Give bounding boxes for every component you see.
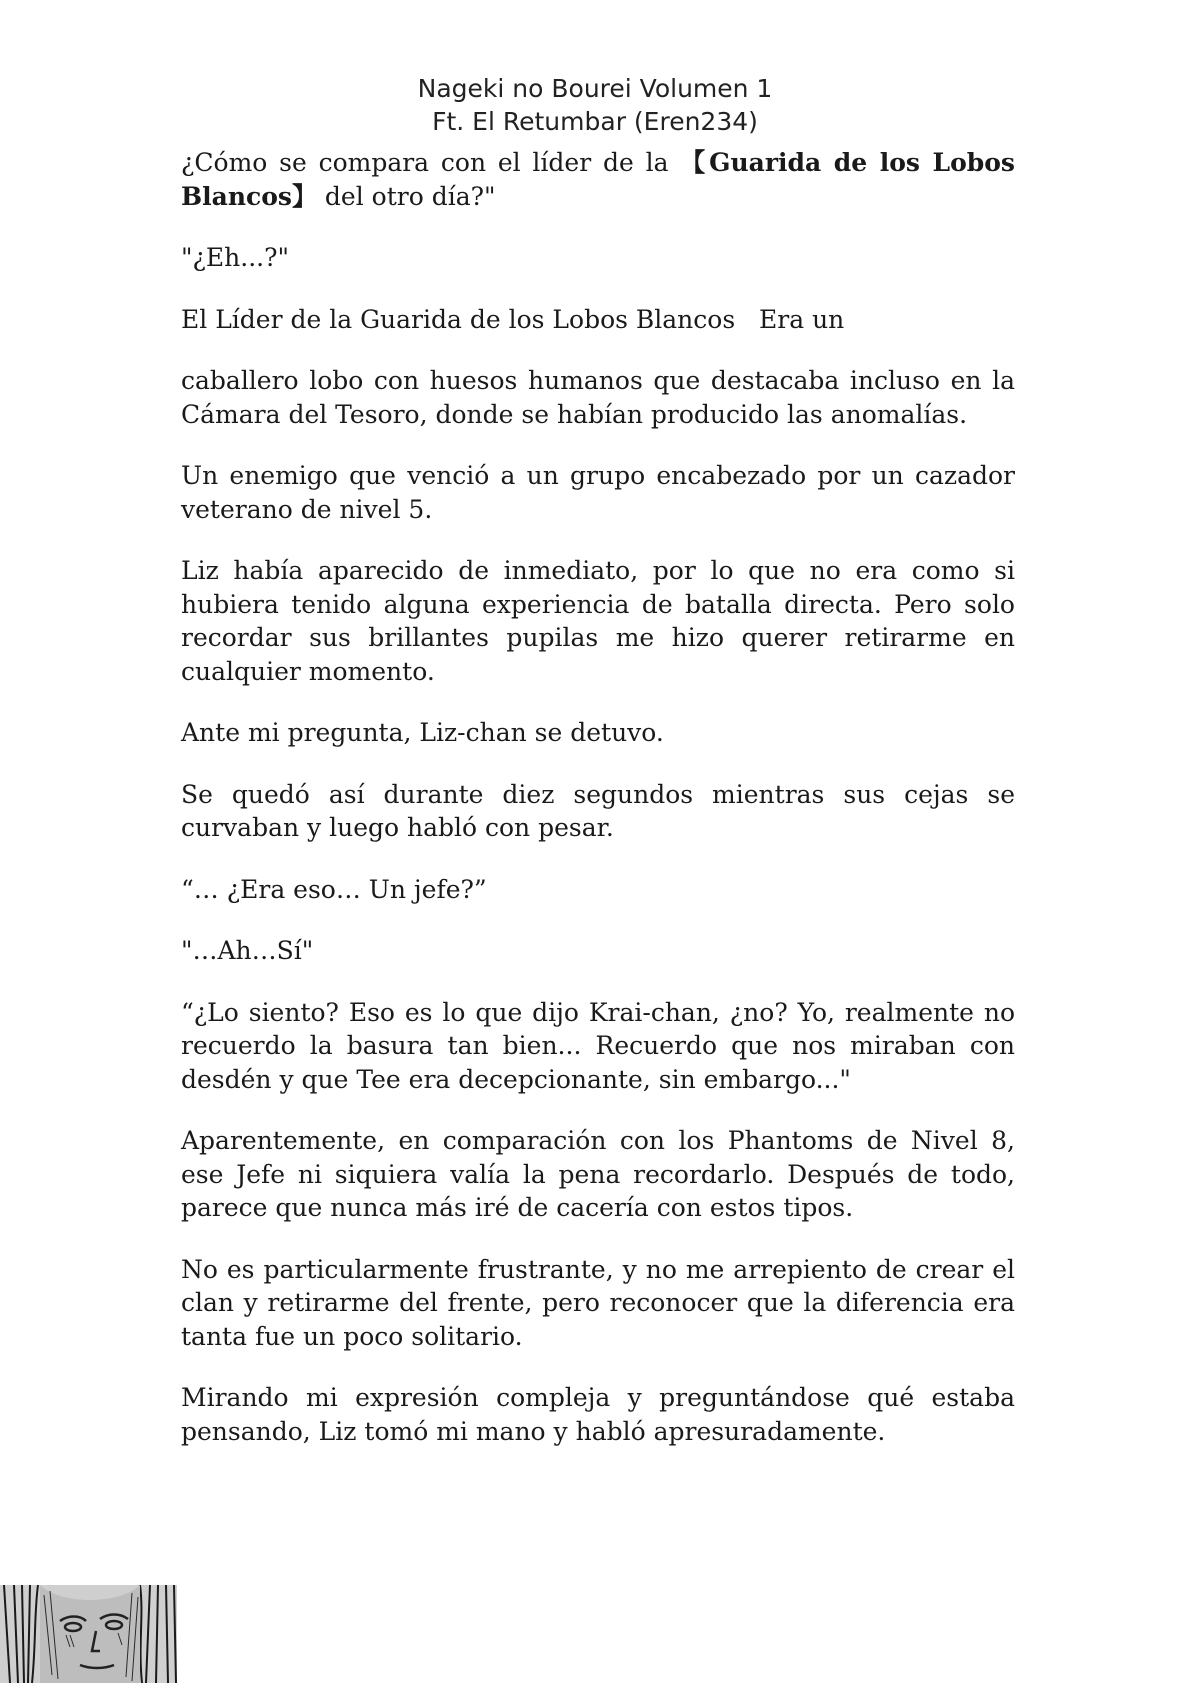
location-name: 【Guarida de los Lobos Blancos】 (181, 148, 1015, 211)
paragraph-11: “¿Lo siento? Eso es lo que dijo Krai-chan, ¿no? Yo, realmente no recuerdo la basura tan bien... Recuerdo que nos miraban con desdén y que Tee era decepcionante, sin embargo..." (181, 997, 1015, 1094)
header-credit: Ft. El Retumbar (Eren234) (432, 107, 758, 136)
paragraph-2: "¿Eh...?" (181, 243, 289, 272)
paragraph-14: Mirando mi expresión compleja y preguntándose qué estaba pensando, Liz tomó mi mano y habló apresuradamente. (181, 1383, 1015, 1446)
page-body (181, 146, 1015, 1476)
corner-manga-illustration (0, 1585, 177, 1683)
paragraph-12: Aparentemente, en comparación con los Phantoms de Nivel 8, ese Jefe ni siquiera valía la pena recordarlo. Después de todo, parece que nunca más iré de cacería con estos tipos. (181, 1126, 1015, 1222)
paragraph-3: El Líder de la Guarida de los Lobos Blancos Era un (181, 304, 845, 334)
paragraph-8: Se quedó así durante diez segundos mientras sus cejas se curvaban y luego habló con pesar. (181, 779, 1015, 842)
character-face-icon (0, 1585, 177, 1683)
paragraph-5: Un enemigo que venció a un grupo encabezado por un cazador veterano de nivel 5. (181, 461, 1015, 524)
paragraph-13: No es particularmente frustrante, y no me arrepiento de crear el clan y retirarme del frente, pero reconocer que la diferencia era tanta fue un poco solitario. (181, 1254, 1015, 1351)
paragraph-6: Liz había aparecido de inmediato, por lo que no era como si hubiera tenido alguna experiencia de batalla directa. Pero solo recordar sus brillantes pupilas me hizo querer retirarme en cualquier momento. (181, 556, 1015, 686)
paragraph-10: "…Ah…Sí" (181, 936, 314, 965)
paragraph-9: “… ¿Era eso… Un jefe?” (181, 874, 487, 904)
paragraph-7: Ante mi pregunta, Liz-chan se detuvo. (181, 718, 664, 747)
page-header (0, 72, 1190, 138)
header-title: Nageki no Bourei Volumen 1 (417, 74, 773, 103)
paragraph-1: ¿Cómo se compara con el líder de la 【Guarida de los Lobos Blancos】 del otro día?" (181, 148, 1015, 211)
paragraph-4: caballero lobo con huesos humanos que destacaba incluso en la Cámara del Tesoro, donde se habían producido las anomalías. (181, 366, 1015, 429)
